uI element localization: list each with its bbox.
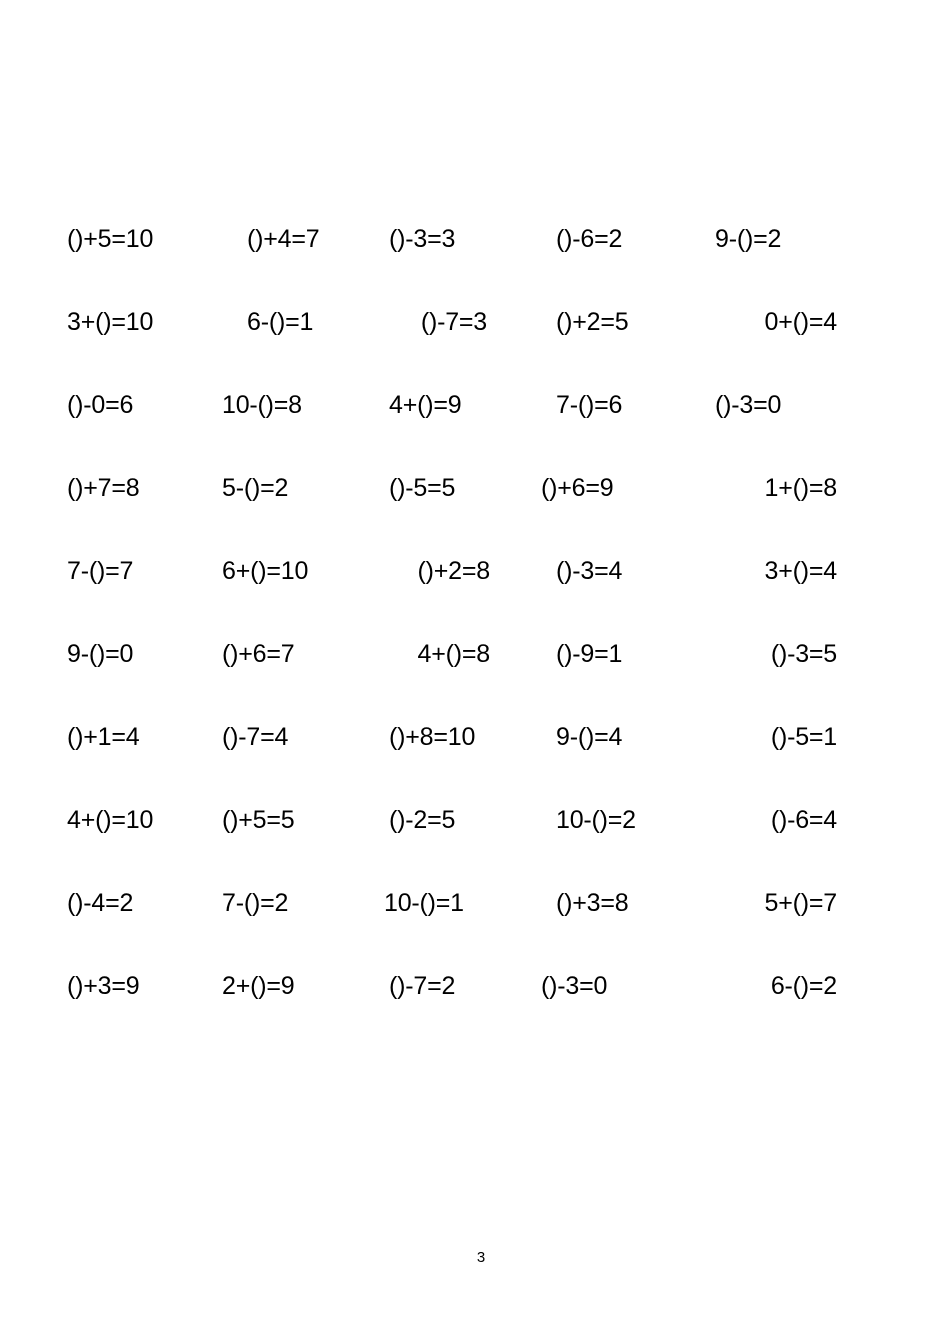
math-problem: ()-5=1 <box>770 723 837 751</box>
math-problem: 7-()=2 <box>222 889 289 917</box>
math-problem: 4+()=9 <box>389 391 462 419</box>
math-problem: ()+5=5 <box>222 806 295 834</box>
math-problem: 5+()=7 <box>764 889 837 917</box>
page-number: 3 <box>476 1249 486 1266</box>
math-problem: ()-3=0 <box>541 972 608 1000</box>
math-problem: ()+2=8 <box>417 557 490 585</box>
math-problem: 7-()=6 <box>556 391 623 419</box>
math-problem: 6+()=10 <box>222 557 309 585</box>
math-problem: ()+6=7 <box>222 640 295 668</box>
math-problem: ()+1=4 <box>67 723 140 751</box>
math-problem: ()-5=5 <box>389 474 456 502</box>
math-problem: ()+5=10 <box>67 225 154 253</box>
math-problem: ()-3=5 <box>770 640 837 668</box>
math-problem: ()+3=8 <box>556 889 629 917</box>
math-problem: 6-()=2 <box>770 972 837 1000</box>
math-problem: ()-6=4 <box>770 806 837 834</box>
math-problem: ()+6=9 <box>541 474 614 502</box>
math-problem: ()+7=8 <box>67 474 140 502</box>
math-problem: 10-()=2 <box>556 806 636 834</box>
math-problem: ()-4=2 <box>67 889 134 917</box>
math-problem: ()-9=1 <box>556 640 623 668</box>
math-problem: 10-()=8 <box>222 391 302 419</box>
math-problem: ()-7=2 <box>389 972 456 1000</box>
math-problem: ()-7=4 <box>222 723 289 751</box>
math-problem: 0+()=4 <box>764 308 837 336</box>
math-problem: 3+()=4 <box>764 557 837 585</box>
math-problem: ()+4=7 <box>247 225 320 253</box>
math-problem: ()-3=4 <box>556 557 623 585</box>
math-problem: ()-2=5 <box>389 806 456 834</box>
math-problem: 6-()=1 <box>247 308 314 336</box>
math-problem: 10-()=1 <box>384 889 464 917</box>
math-problem: ()+2=5 <box>556 308 629 336</box>
math-problem: 9-()=2 <box>715 225 782 253</box>
math-problem: 9-()=4 <box>556 723 623 751</box>
math-problem: 4+()=10 <box>67 806 154 834</box>
math-problem: ()-0=6 <box>67 391 134 419</box>
math-problem: ()-3=3 <box>389 225 456 253</box>
math-problem: 2+()=9 <box>222 972 295 1000</box>
math-problem: ()+3=9 <box>67 972 140 1000</box>
math-problem: ()-7=3 <box>420 308 487 336</box>
math-problem: ()-6=2 <box>556 225 623 253</box>
math-problem: ()-3=0 <box>715 391 782 419</box>
math-problem: 3+()=10 <box>67 308 154 336</box>
math-problem: 7-()=7 <box>67 557 134 585</box>
math-problem: 1+()=8 <box>764 474 837 502</box>
math-problem: 5-()=2 <box>222 474 289 502</box>
math-problem: 4+()=8 <box>417 640 490 668</box>
math-problem: ()+8=10 <box>389 723 476 751</box>
math-problem: 9-()=0 <box>67 640 134 668</box>
